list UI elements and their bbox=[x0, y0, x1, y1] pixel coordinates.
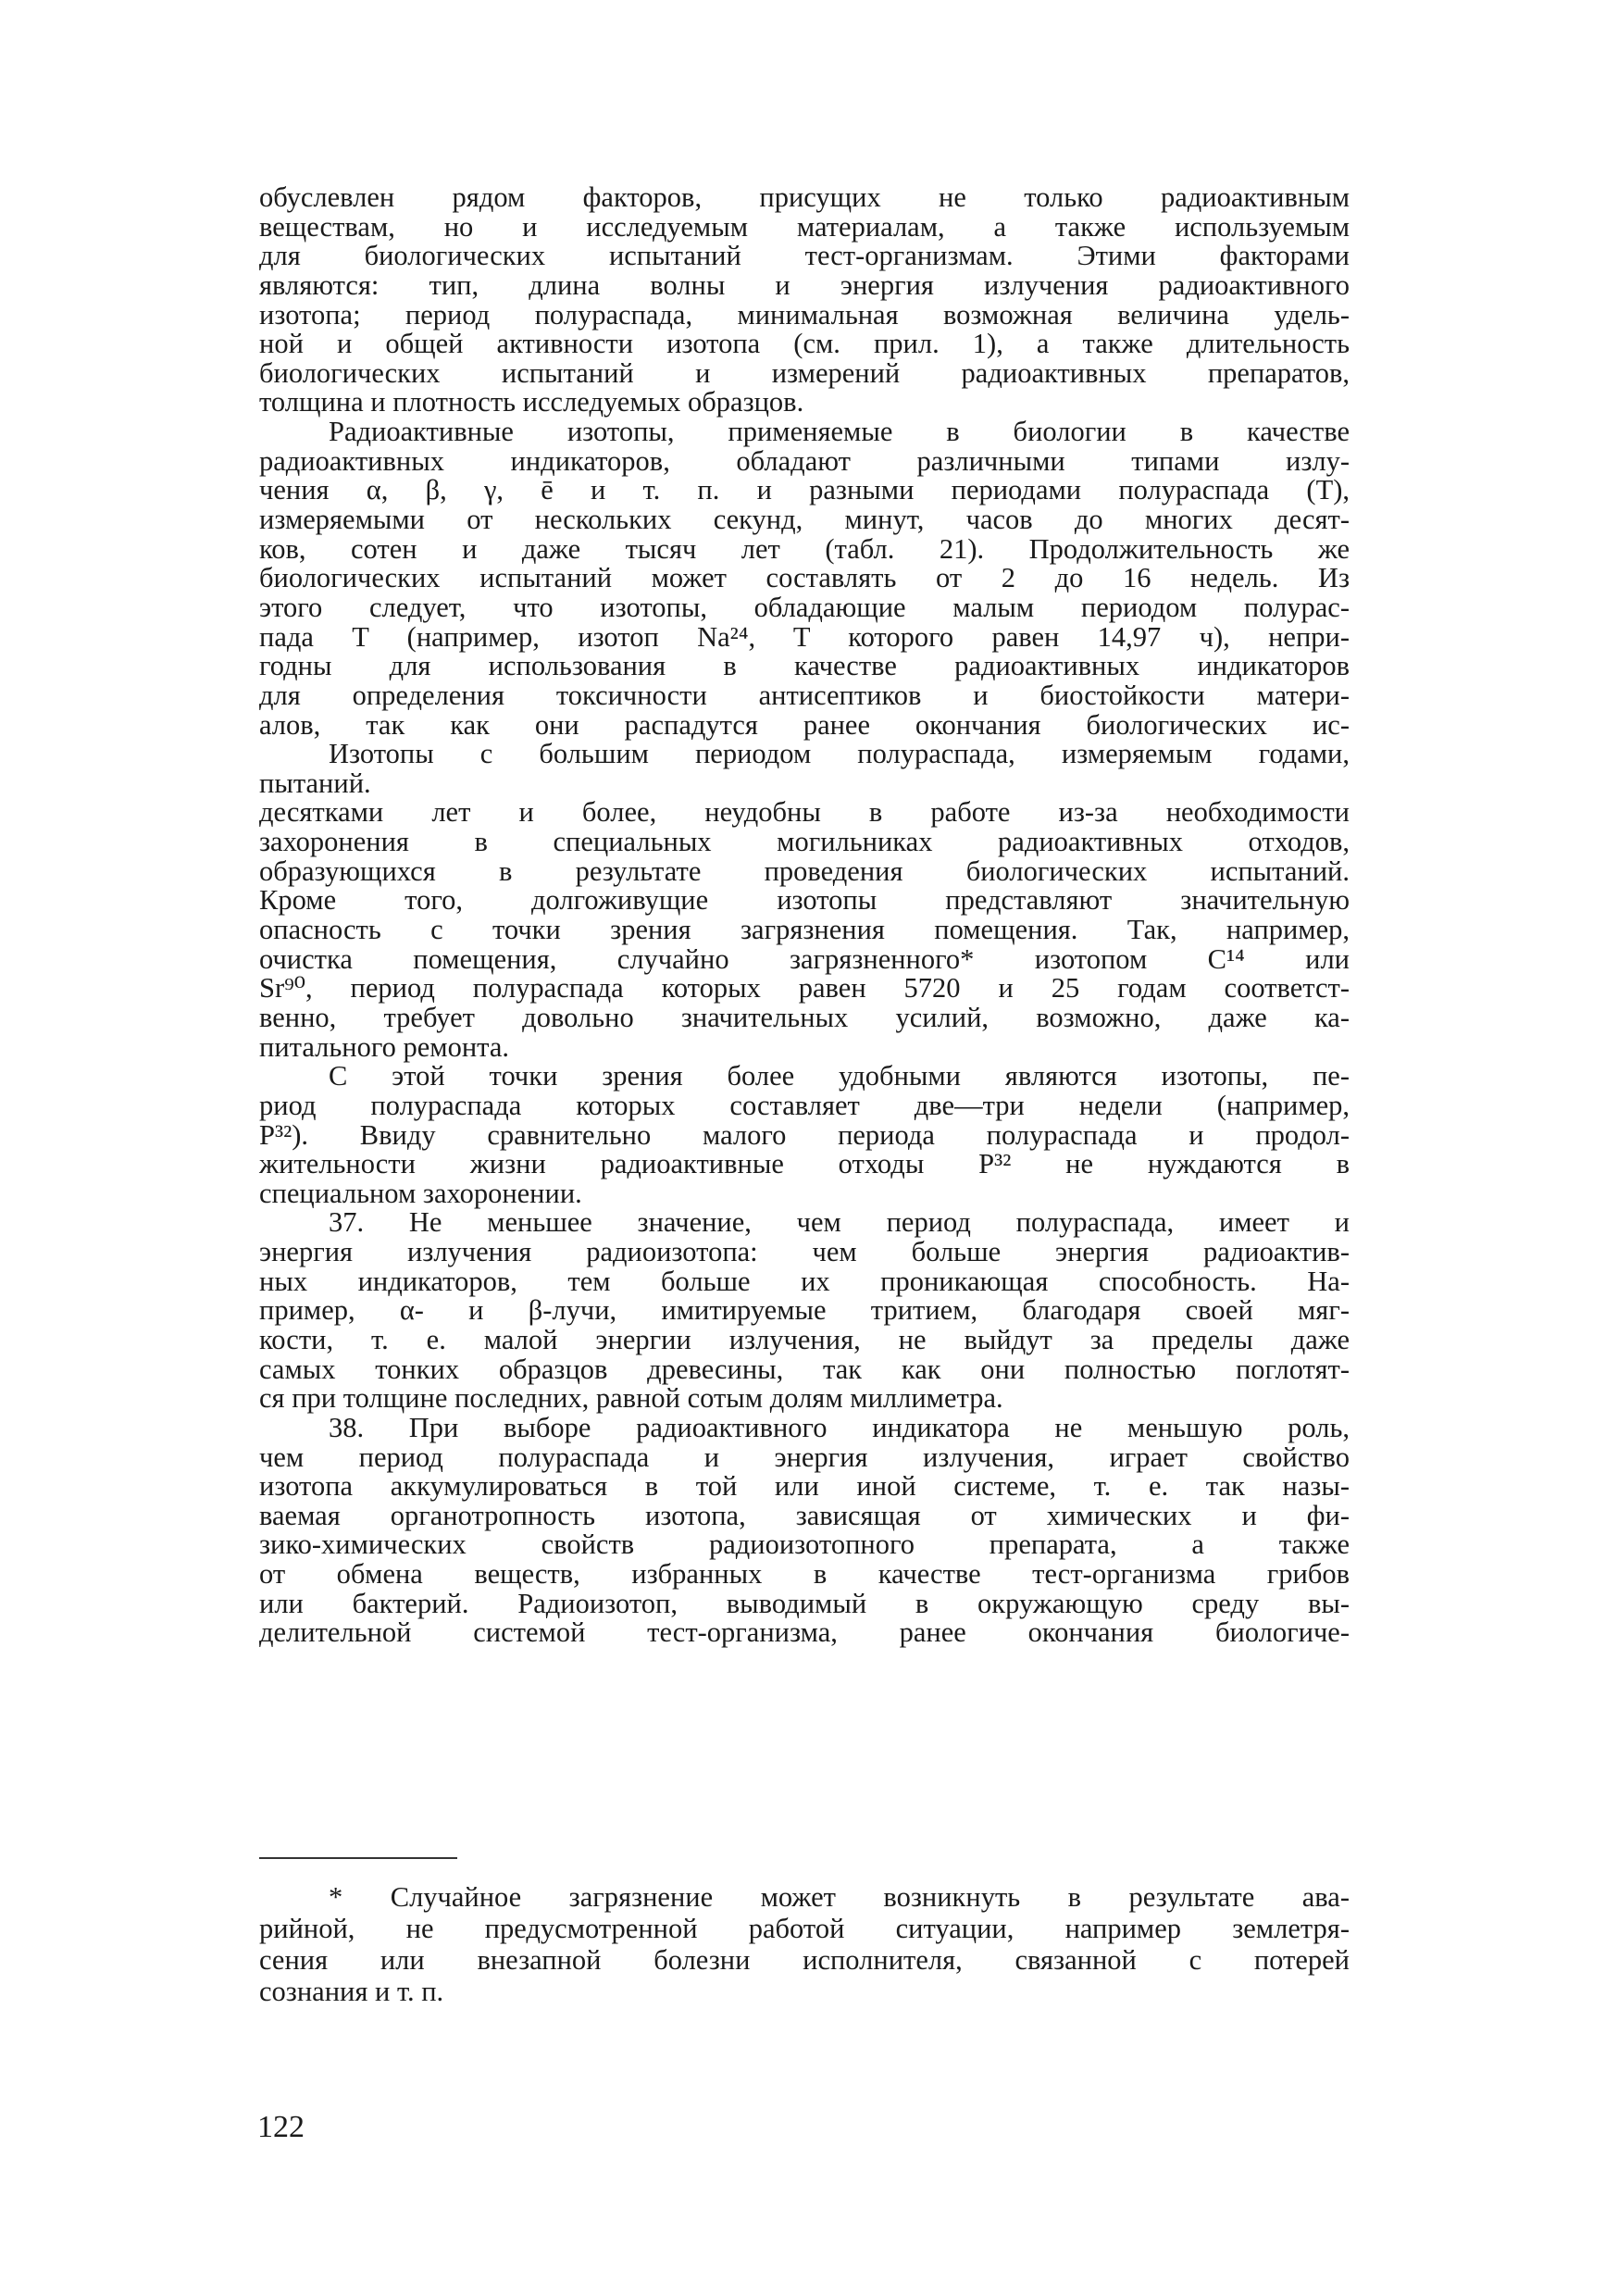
text-line: для биологических испытаний тест-организмам. Этими факторами bbox=[259, 240, 1350, 272]
text-line: 37. Не меньшее значение, чем период полураспада, имеет и bbox=[329, 1206, 1350, 1239]
footnote-line: сознания и т. п. bbox=[259, 1976, 444, 2007]
text-line: делительной системой тест-организма, ранее окончания биологиче- bbox=[259, 1616, 1350, 1649]
text-line: пытаний. bbox=[259, 767, 371, 799]
text-line: ваемая органотропность изотопа, зависящая от химических и фи- bbox=[259, 1499, 1350, 1531]
text-line: пример, α- и β-лучи, имитируемые тритием, благодаря своей мяг- bbox=[259, 1294, 1350, 1327]
footnote-line: сения или внезапной болезни исполнителя, связанной с потерей bbox=[259, 1944, 1350, 1976]
text-line: толщина и плотность исследуемых образцов. bbox=[259, 386, 804, 418]
text-line: питального ремонта. bbox=[259, 1030, 510, 1063]
text-line: энергия излучения радиоизотопа: чем больше энергия радиоактив- bbox=[259, 1236, 1350, 1268]
text-line: образующихся в результате проведения биологических испытаний. bbox=[259, 855, 1350, 887]
text-line: Кроме того, долгоживущие изотопы представляют значительную bbox=[259, 884, 1350, 917]
text-line: опасность с точки зрения загрязнения помещения. Так, например, bbox=[259, 914, 1350, 946]
text-line: от обмена веществ, избранных в качестве тест-организма грибов bbox=[259, 1558, 1350, 1591]
text-line: самых тонких образцов древесины, так как они полностью поглотят- bbox=[259, 1353, 1350, 1385]
text-line: биологических испытаний и измерений радиоактивных препаратов, bbox=[259, 356, 1350, 389]
text-line: веществам, но и исследуемым материалам, а также используемым bbox=[259, 210, 1350, 243]
text-line: или бактерий. Радиоизотоп, выводимый в окружающую среду вы- bbox=[259, 1587, 1350, 1619]
text-line: риод полураспада которых составляет две—три недели (например, bbox=[259, 1089, 1350, 1121]
text-line: годны для использования в качестве радиоактивных индикаторов bbox=[259, 650, 1350, 682]
text-line: измеряемыми от нескольких секунд, минут, часов до многих десят- bbox=[259, 504, 1350, 536]
text-line: С этой точки зрения более удобными являются изотопы, пе- bbox=[329, 1060, 1350, 1092]
text-line: венно, требует довольно значительных усилий, возможно, даже ка- bbox=[259, 1001, 1350, 1033]
text-line: Радиоактивные изотопы, применяемые в биологии в качестве bbox=[329, 416, 1350, 448]
text-line: для определения токсичности антисептиков и биостойкости матери- bbox=[259, 679, 1350, 711]
body-text bbox=[259, 183, 1350, 1648]
text-line: специальном захоронении. bbox=[259, 1177, 582, 1209]
text-line: радиоактивных индикаторов, обладают различными типами излу- bbox=[259, 444, 1350, 477]
text-line: изотопа аккумулироваться в той или иной системе, т. е. так назы- bbox=[259, 1470, 1350, 1503]
text-line: обуслевлен рядом факторов, присущих не только радиоактивным bbox=[259, 181, 1350, 213]
text-line: ных индикаторов, тем больше их проникающая способность. На- bbox=[259, 1265, 1350, 1297]
text-line: очистка помещения, случайно загрязненного* изотопом C¹⁴ или bbox=[259, 942, 1350, 975]
text-line: биологических испытаний может составлять от 2 до 16 недель. Из bbox=[259, 562, 1350, 594]
text-line: ся при толщине последних, равной сотым долям миллиметра. bbox=[259, 1382, 1003, 1415]
text-line: ков, сотен и даже тысяч лет (табл. 21). Продолжительность же bbox=[259, 532, 1350, 565]
text-line: Изотопы с большим периодом полураспада, измеряемым годами, bbox=[329, 738, 1350, 770]
text-line: алов, так как они распадутся ранее окончания биологических ис- bbox=[259, 708, 1350, 741]
footnote-line: рийной, не предусмотренной работой ситуации, например землетря- bbox=[259, 1913, 1350, 1944]
footnote-separator bbox=[259, 1857, 457, 1859]
page-number: 122 bbox=[257, 2110, 305, 2144]
text-line: ной и общей активности изотопа (см. прил. 1), а также длительность bbox=[259, 328, 1350, 360]
text-line: жительности жизни радиоактивные отходы P³² не нуждаются в bbox=[259, 1148, 1350, 1180]
text-line: чения α, β, γ, ē и т. п. и разными периодами полураспада (T), bbox=[259, 474, 1350, 506]
text-line: Sr⁹⁰, период полураспада которых равен 5720 и 25 годам соответст- bbox=[259, 972, 1350, 1004]
footnote-line: * Случайное загрязнение может возникнуть в результате ава- bbox=[329, 1881, 1350, 1913]
footnote bbox=[259, 1881, 1350, 2007]
text-line: 38. При выборе радиоактивного индикатора не меньшую роль, bbox=[329, 1411, 1350, 1443]
text-line: являются: тип, длина волны и энергия излучения радиоактивного bbox=[259, 268, 1350, 301]
text-line: чем период полураспада и энергия излучения, играет свойство bbox=[259, 1441, 1350, 1473]
text-line: десятками лет и более, неудобны в работе из-за необходимости bbox=[259, 796, 1350, 829]
text-line: захоронения в специальных могильниках радиоактивных отходов, bbox=[259, 826, 1350, 858]
text-line: P³²). Ввиду сравнительно малого периода полураспада и продол- bbox=[259, 1118, 1350, 1151]
text-line: зико-химических свойств радиоизотопного препарата, а также bbox=[259, 1529, 1350, 1561]
text-line: этого следует, что изотопы, обладающие малым периодом полурас- bbox=[259, 591, 1350, 623]
text-line: изотопа; период полураспада, минимальная возможная величина удель- bbox=[259, 298, 1350, 331]
text-line: кости, т. е. малой энергии излучения, не выйдут за пределы даже bbox=[259, 1323, 1350, 1355]
text-line: пада T (например, изотоп Na²⁴, T которого равен 14,97 ч), непри- bbox=[259, 620, 1350, 653]
